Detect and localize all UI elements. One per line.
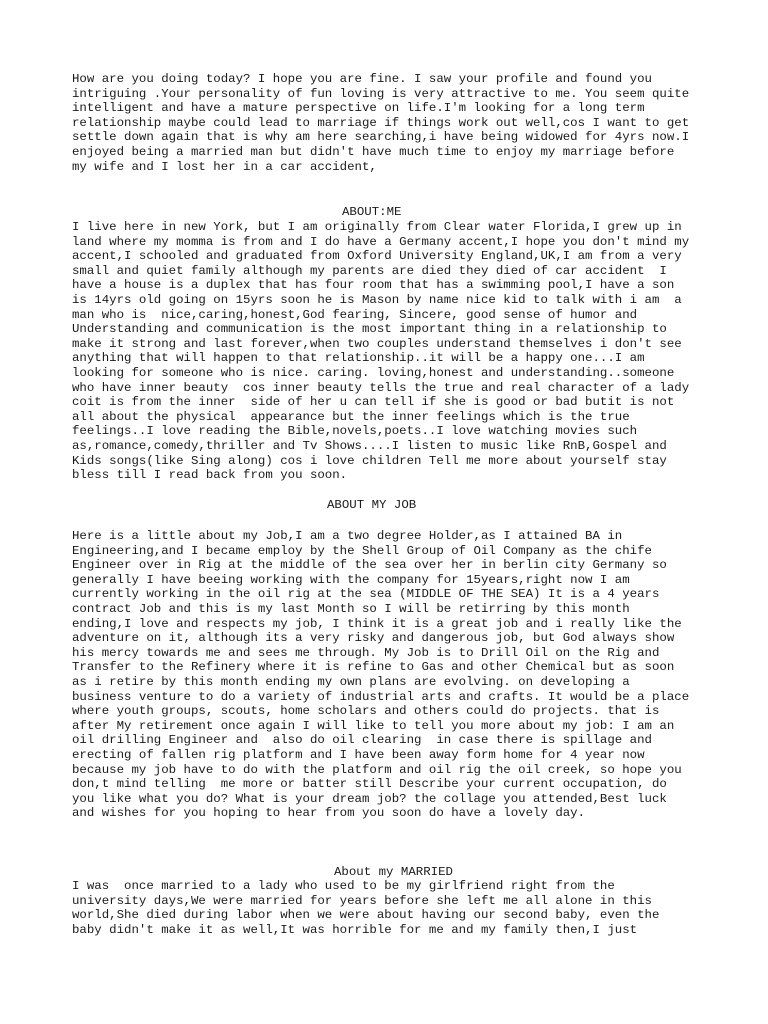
intro-paragraph: How are you doing today? I hope you are fine. I saw your profile and found you intriguing .Your personality of fun loving is very attractive to me. You seem quite intelligent and have a mature perspective on life.I'm looking for a long term relationship maybe could lead to marriage if things work out well,cos I want to get settle down again that is why am here searching,i have being widowed for 4yrs now.I enjoyed being a married man but didn't have much time to enjoy my marriage before my wife and I lost her in a car accident,: [72, 72, 690, 174]
about-married-paragraph: I was once married to a lady who used to be my girlfriend right from the university days,We were married for years before she left me all alone in this world,She died during labor when we were about having our second baby, even the baby didn't make it as well,It was horrible for me and my family then,I just: [72, 879, 660, 937]
about-me-paragraph: I live here in new York, but I am originally from Clear water Florida,I grew up in land where my momma is from and I do have a Germany accent,I hope you don't mind my accent,I schooled and graduated from Oxford University England,UK,I am from a very small and quiet family although my parents are died they died of car accident I have a house is a duplex that has four room that has a swimming pool,I have a son is 14yrs old going on 15yrs soon he is Mason by name nice kid to talk with i am a man who is nice,caring,honest,God fearing, Sincere, good sense of humor and Understanding and communication is the most important thing in a relationship to make it strong and last forever,when two couples understand themselves i don't see anything that will happen to that relationship..it will be a happy one...I am looking for someone who is nice. caring. loving,honest and understanding..someone who have inner beauty cos inner beauty tells the true and real character of a lady coit is from the inner side of her u can tell if she is good or bad butit is not all about the physical appearance but the inner feelings which is the true feelings..I love reading the Bible,novels,poets..I love watching movies such as,romance,comedy,thriller and Tv Shows....I listen to music like RnB,Gospel and Kids songs(like Sing along) cos i love children Tell me more about yourself stay bless till I read back from you soon.: [72, 220, 690, 483]
about-job-paragraph: Here is a little about my Job,I am a two degree Holder,as I attained BA in Engineering,and I became employ by the Shell Group of Oil Company as the chife Engineer over in Rig at the middle of the sea over her in berlin city Germany so generally I have beeing working with the company for 15years,right now I am currently working in the oil rig at the sea (MIDDLE OF THE SEA) It is a 4 years contract Job and this is my last Month so I will be retirring by this month ending,I love and respects my job, I think it is a great job and i really like the adventure on it, although its a very risky and dangerous job, but God always show his mercy towards me and sees me through. My Job is to Drill Oil on the Rig and Transfer to the Refinery where it is refine to Gas and other Chemical but as soon as i retire by this month ending my own plans are evolving. on developing a business venture to do a variety of industrial arts and crafts. It would be a place where youth groups, scouts, home scholars and others could do projects. that is after My retirement once again I will like to tell you more about my job: I am an oil drilling Engineer and also do oil clearing in case there is spillage and erecting of fallen rig platform and I have been away form home for 4 year now because my job have to do with the platform and oil rig the oil creek, so hope you don,t mind telling me more or batter still Describe your current occupation, do you like what you do? What is your dream job? the collage you attended,Best luck and wishes for you hoping to hear from you soon do have a lovely day.: [72, 529, 690, 821]
about-job-heading: ABOUT MY JOB: [327, 498, 417, 512]
about-me-heading: ABOUT:ME: [342, 205, 402, 219]
about-married-heading: About my MARRIED: [334, 865, 453, 879]
